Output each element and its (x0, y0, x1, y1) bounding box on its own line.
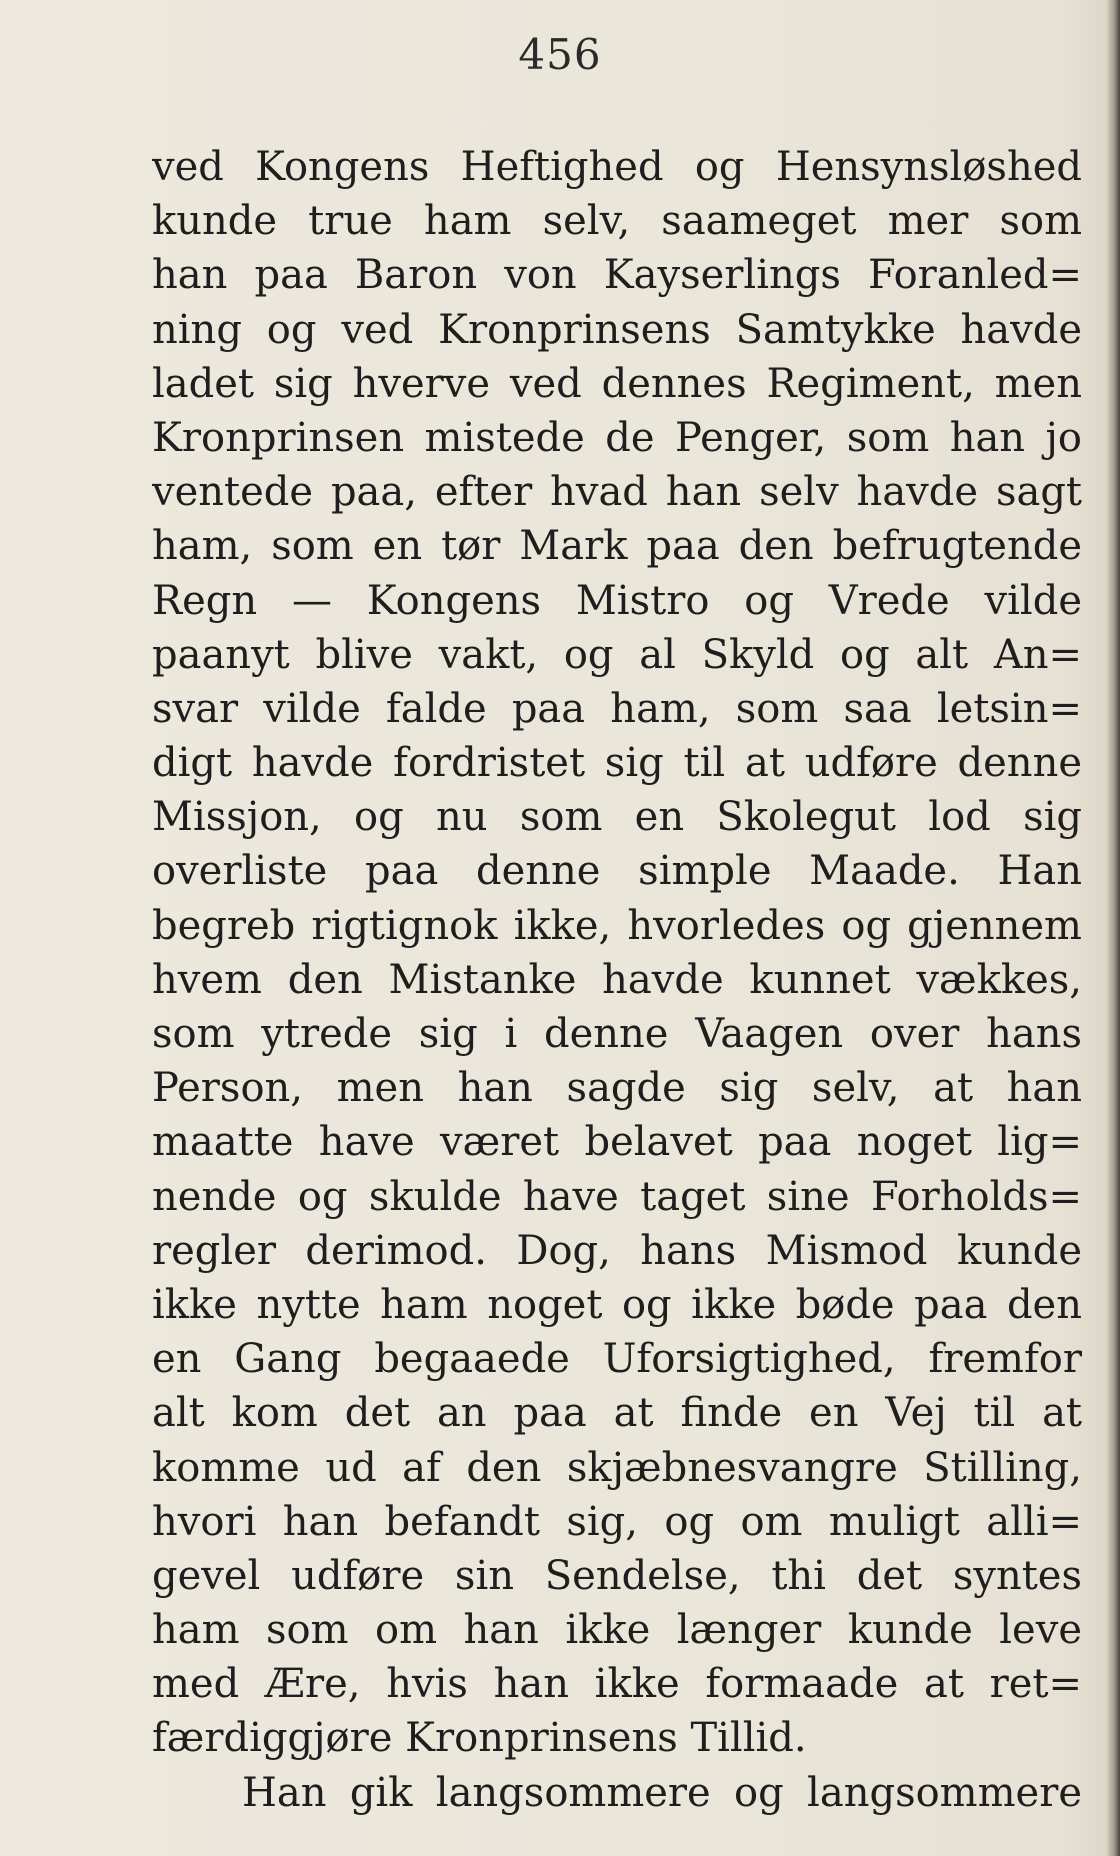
page-number: 456 (518, 30, 602, 79)
body-text (152, 140, 1082, 1820)
text-line: gevel udføre sin Sendelse, thi det syntes (152, 1552, 1082, 1599)
text-line: en Gang begaaede Uforsigtighed, fremfor (152, 1336, 1082, 1383)
text-line: overliste paa denne simple Maade. Han (152, 848, 1082, 895)
text-line: digt havde fordristet sig til at udføre denne (152, 740, 1082, 787)
text-line: maatte have været belavet paa noget lig= (152, 1119, 1082, 1166)
text-line: hvori han befandt sig, og om muligt alli= (152, 1498, 1082, 1545)
text-line: paanyt blive vakt, og al Skyld og alt An= (152, 631, 1082, 678)
text-line: ventede paa, efter hvad han selv havde sagt (152, 469, 1082, 516)
text-line: ning og ved Kronprinsens Samtykke havde (152, 306, 1082, 353)
text-line: ladet sig hverve ved dennes Regiment, men (152, 360, 1082, 407)
text-line: ham som om han ikke længer kunde leve (152, 1607, 1082, 1654)
text-line: ham, som en tør Mark paa den befrugtende (152, 523, 1082, 570)
text-line: regler derimod. Dog, hans Mismod kunde (152, 1227, 1082, 1274)
text-line: han paa Baron von Kayserlings Foranled= (152, 252, 1082, 299)
text-line: Kronprinsen mistede de Penger, som han jo (152, 414, 1082, 461)
text-line: Person, men han sagde sig selv, at han (152, 1065, 1082, 1112)
page-edge-shadow (1106, 0, 1120, 1856)
text-line: som ytrede sig i denne Vaagen over hans (152, 1011, 1082, 1057)
text-line: med Ære, hvis han ikke formaade at ret= (152, 1661, 1082, 1708)
paragraph-start-line: Han gik langsommere og langsommere (242, 1769, 1082, 1816)
text-line: ikke nytte ham noget og ikke bøde paa den (152, 1281, 1082, 1328)
text-line: Missjon, og nu som en Skolegut lod sig (152, 794, 1082, 841)
text-line: Regn — Kongens Mistro og Vrede vilde (152, 577, 1082, 624)
text-line: nende og skulde have taget sine Forholds= (152, 1173, 1082, 1220)
text-line: svar vilde falde paa ham, som saa letsin= (152, 685, 1082, 732)
text-line: hvem den Mistanke havde kunnet vækkes, (152, 956, 1082, 1003)
text-line: ved Kongens Heftighed og Hensynsløshed (152, 144, 1082, 190)
text-line: alt kom det an paa at finde en Vej til at (152, 1390, 1082, 1437)
text-line: begreb rigtignok ikke, hvorledes og gjennem (152, 902, 1082, 949)
text-line: kunde true ham selv, saameget mer som (152, 198, 1082, 245)
text-line: komme ud af den skjæbnesvangre Stilling, (152, 1444, 1082, 1491)
paragraph-end-line: færdiggjøre Kronprinsens Tillid. (152, 1715, 807, 1762)
